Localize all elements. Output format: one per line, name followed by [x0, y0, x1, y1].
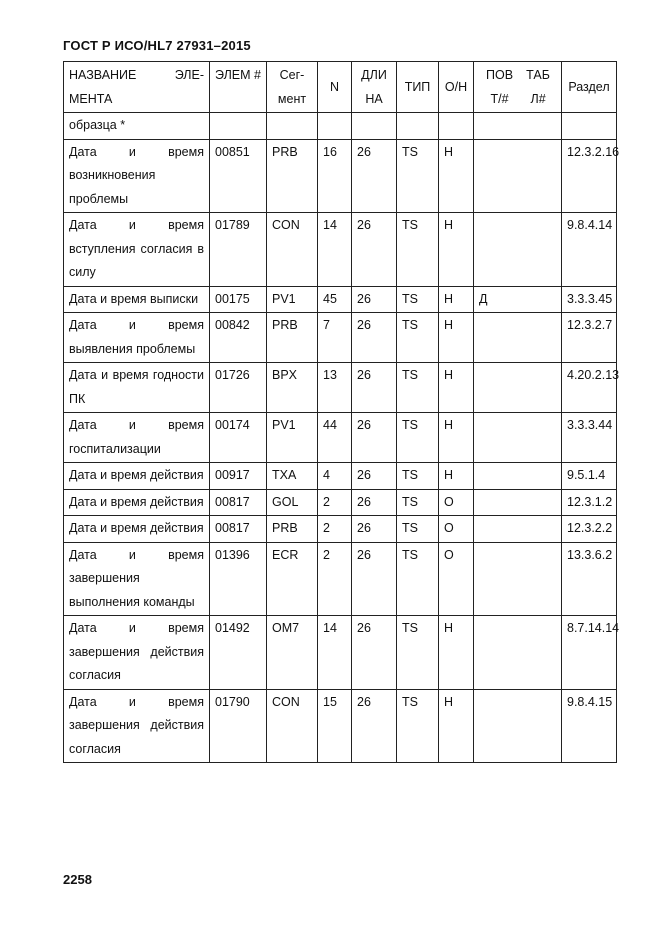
cell-length — [352, 113, 397, 140]
cell-length: 26 — [352, 413, 397, 463]
cell-type — [397, 113, 439, 140]
cell-element-name: Дата и время выписки — [64, 286, 210, 313]
column-header-repeat: ПОВ Т/# — [486, 68, 514, 106]
cell-element-number: 01790 — [210, 689, 267, 763]
cell-type: TS — [397, 489, 439, 516]
cell-type: TS — [397, 516, 439, 543]
cell-element-number: 00817 — [210, 489, 267, 516]
cell-sequence: 13 — [318, 363, 352, 413]
cell-optionality: Н — [439, 139, 474, 213]
cell-segment: ECR — [267, 542, 318, 616]
cell-repeat-table — [474, 363, 562, 413]
column-header-name: НАЗВАНИЕ ЭЛЕ- МЕНТА — [64, 62, 210, 113]
page-number: 2258 — [63, 872, 92, 887]
cell-element-number — [210, 113, 267, 140]
cell-optionality: О — [439, 516, 474, 543]
cell-type: TS — [397, 139, 439, 213]
cell-segment: PV1 — [267, 286, 318, 313]
table-row — [64, 689, 617, 763]
cell-section — [562, 113, 617, 140]
cell-section: 12.3.1.2 — [562, 489, 617, 516]
table-row — [64, 213, 617, 287]
column-header-segment: Сег- мент — [267, 62, 318, 113]
cell-segment — [267, 113, 318, 140]
cell-element-name: Дата и время вступления согласия в силу — [64, 213, 210, 287]
cell-sequence: 4 — [318, 463, 352, 490]
cell-optionality: Н — [439, 616, 474, 690]
cell-element-name: образца * — [64, 113, 210, 140]
cell-element-number: 01726 — [210, 363, 267, 413]
cell-length: 26 — [352, 542, 397, 616]
cell-type: TS — [397, 463, 439, 490]
cell-optionality: Н — [439, 689, 474, 763]
cell-section: 12.3.2.7 — [562, 313, 617, 363]
cell-repeat-table — [474, 139, 562, 213]
cell-repeat-table — [474, 489, 562, 516]
cell-type: TS — [397, 286, 439, 313]
cell-optionality: Н — [439, 213, 474, 287]
cell-repeat-table — [474, 113, 562, 140]
cell-optionality: Н — [439, 313, 474, 363]
cell-sequence: 7 — [318, 313, 352, 363]
cell-section: 9.8.4.15 — [562, 689, 617, 763]
cell-length: 26 — [352, 213, 397, 287]
column-header-n: N — [318, 62, 352, 113]
table-row — [64, 363, 617, 413]
data-elements-table — [63, 61, 620, 763]
cell-optionality: Н — [439, 363, 474, 413]
cell-element-name: Дата и время завершения действия согласия — [64, 689, 210, 763]
cell-element-name: Дата и время действия — [64, 463, 210, 490]
column-header-section: Раздел — [562, 62, 617, 113]
document-header: ГОСТ Р ИСО/HL7 27931–2015 — [63, 38, 251, 53]
cell-element-number: 01492 — [210, 616, 267, 690]
cell-segment: BPX — [267, 363, 318, 413]
table-row — [64, 286, 617, 313]
cell-length: 26 — [352, 363, 397, 413]
column-header-repeat-table — [474, 62, 562, 113]
cell-element-name: Дата и время выявления проблемы — [64, 313, 210, 363]
cell-segment: GOL — [267, 489, 318, 516]
cell-element-number: 01789 — [210, 213, 267, 287]
table-row — [64, 413, 617, 463]
table-row — [64, 616, 617, 690]
column-header-table: ТАБ Л# — [526, 68, 550, 106]
cell-section: 3.3.3.45 — [562, 286, 617, 313]
cell-sequence: 14 — [318, 616, 352, 690]
cell-element-name: Дата и время действия — [64, 489, 210, 516]
cell-repeat: Д — [479, 291, 488, 306]
table-row — [64, 463, 617, 490]
table-row — [64, 313, 617, 363]
cell-length: 26 — [352, 463, 397, 490]
cell-section: 9.8.4.14 — [562, 213, 617, 287]
cell-element-number: 00175 — [210, 286, 267, 313]
cell-segment: OM7 — [267, 616, 318, 690]
cell-length: 26 — [352, 616, 397, 690]
cell-optionality — [439, 113, 474, 140]
cell-segment: PV1 — [267, 413, 318, 463]
cell-element-number: 00917 — [210, 463, 267, 490]
cell-repeat-table — [474, 313, 562, 363]
cell-segment: CON — [267, 213, 318, 287]
cell-section: 13.3.6.2 — [562, 542, 617, 616]
cell-length: 26 — [352, 286, 397, 313]
cell-segment: PRB — [267, 139, 318, 213]
cell-sequence: 2 — [318, 489, 352, 516]
cell-element-number: 00817 — [210, 516, 267, 543]
cell-length: 26 — [352, 313, 397, 363]
cell-element-number: 01396 — [210, 542, 267, 616]
table-row — [64, 489, 617, 516]
table-row — [64, 542, 617, 616]
cell-section: 12.3.2.2 — [562, 516, 617, 543]
cell-length: 26 — [352, 489, 397, 516]
cell-repeat-table — [474, 213, 562, 287]
cell-segment: CON — [267, 689, 318, 763]
cell-repeat-table — [474, 616, 562, 690]
cell-type: TS — [397, 542, 439, 616]
cell-repeat-table — [474, 463, 562, 490]
column-header-type: ТИП — [397, 62, 439, 113]
cell-element-number: 00842 — [210, 313, 267, 363]
cell-sequence: 2 — [318, 542, 352, 616]
cell-element-name: Дата и время возникновения проблемы — [64, 139, 210, 213]
cell-repeat-table — [474, 689, 562, 763]
cell-type: TS — [397, 616, 439, 690]
cell-section: 4.20.2.13 — [562, 363, 617, 413]
cell-element-name: Дата и время действия — [64, 516, 210, 543]
cell-type: TS — [397, 413, 439, 463]
cell-sequence: 14 — [318, 213, 352, 287]
cell-length: 26 — [352, 689, 397, 763]
cell-optionality: Н — [439, 286, 474, 313]
cell-length: 26 — [352, 516, 397, 543]
cell-section: 9.5.1.4 — [562, 463, 617, 490]
cell-segment: TXA — [267, 463, 318, 490]
cell-element-name: Дата и время годности ПК — [64, 363, 210, 413]
cell-type: TS — [397, 213, 439, 287]
cell-segment: PRB — [267, 516, 318, 543]
table-body — [64, 113, 620, 763]
cell-element-number: 00851 — [210, 139, 267, 213]
cell-repeat-table — [474, 413, 562, 463]
table-header-row — [64, 62, 617, 113]
cell-optionality: О — [439, 542, 474, 616]
cell-repeat-table — [474, 542, 562, 616]
cell-type: TS — [397, 363, 439, 413]
cell-section: 3.3.3.44 — [562, 413, 617, 463]
cell-optionality: Н — [439, 413, 474, 463]
cell-segment: PRB — [267, 313, 318, 363]
column-header-optionality: О/Н — [439, 62, 474, 113]
cell-sequence: 45 — [318, 286, 352, 313]
column-header-length: ДЛИ НА — [352, 62, 397, 113]
cell-type: TS — [397, 313, 439, 363]
cell-optionality: Н — [439, 463, 474, 490]
cell-sequence: 2 — [318, 516, 352, 543]
table-row — [64, 139, 617, 213]
cell-sequence: 15 — [318, 689, 352, 763]
cell-element-number: 00174 — [210, 413, 267, 463]
cell-element-name: Дата и время завершения действия согласия — [64, 616, 210, 690]
cell-repeat-table — [474, 516, 562, 543]
cell-sequence — [318, 113, 352, 140]
column-header-elem: ЭЛЕМ # — [210, 62, 267, 113]
cell-optionality: О — [439, 489, 474, 516]
cell-repeat-table — [474, 286, 562, 313]
cell-sequence: 44 — [318, 413, 352, 463]
table-row — [64, 113, 617, 140]
cell-element-name: Дата и время завершения выполнения команды — [64, 542, 210, 616]
cell-section: 8.7.14.14 — [562, 616, 617, 690]
table-row — [64, 516, 617, 543]
cell-section: 12.3.2.16 — [562, 139, 617, 213]
cell-type: TS — [397, 689, 439, 763]
cell-length: 26 — [352, 139, 397, 213]
cell-sequence: 16 — [318, 139, 352, 213]
cell-element-name: Дата и время госпитализации — [64, 413, 210, 463]
